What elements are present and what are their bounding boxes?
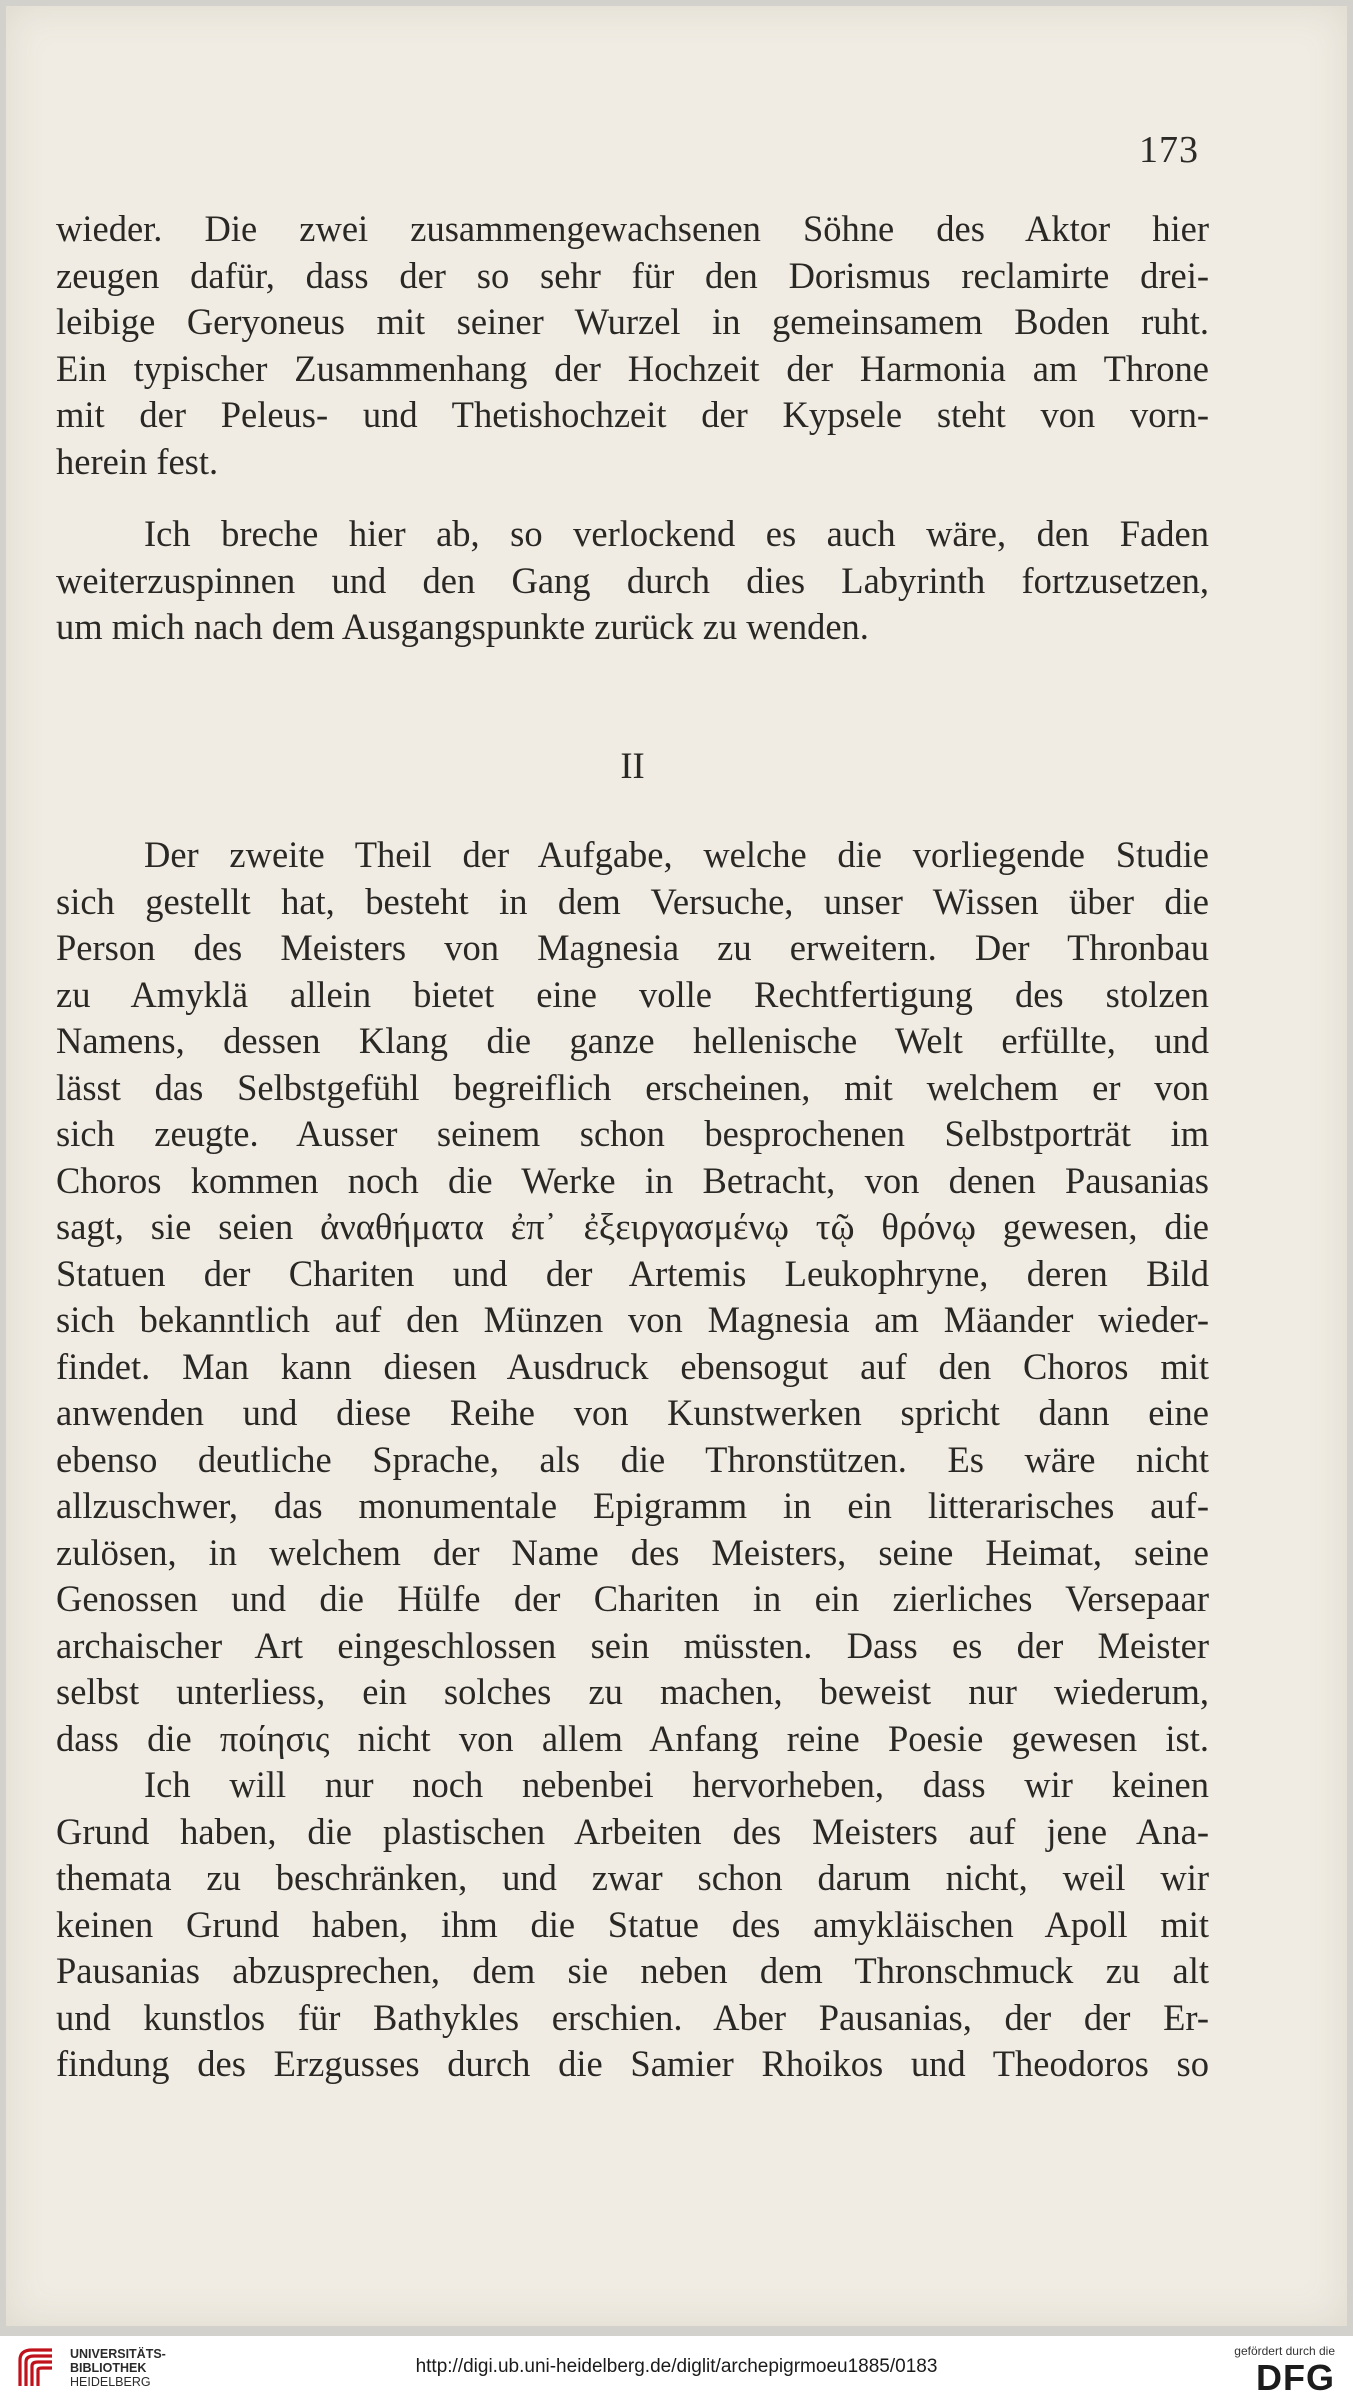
text-line: um mich nach dem Ausgangspunkte zurück zu wenden.: [56, 606, 869, 647]
page-number: 173: [1139, 129, 1199, 171]
text-line: Pausanias abzusprechen, dem sie neben dem Thronschmuck zu alt: [56, 1950, 1209, 1991]
text-line: zulösen, in welchem der Name des Meisters, seine Heimat, seine: [56, 1531, 1209, 1573]
text-line: themata zu beschränken, und zwar schon darum nicht, weil wir: [56, 1857, 1209, 1898]
text-line: zu Amyklä allein bietet eine volle Rechtfertigung des stolzen: [56, 973, 1209, 1015]
library-name-line: BIBLIOTHEK: [70, 2361, 147, 2375]
text-line: selbst unterliess, ein solches zu machen, beweist nur wiederum,: [56, 1671, 1209, 1712]
text-line: Ein typischer Zusammenhang der Hochzeit der Harmonia am Throne: [56, 347, 1209, 389]
text-line: Grund haben, die plastischen Arbeiten des Meisters auf jene Ana-: [56, 1810, 1209, 1852]
library-name-line: HEIDELBERG: [70, 2375, 151, 2389]
body-text: [56, 206, 1209, 2088]
text-line: leibige Geryoneus mit seiner Wurzel in gemeinsamem Boden ruht.: [56, 301, 1209, 342]
text-line: Namens, dessen Klang die ganze hellenische Welt erfüllte, und: [56, 1020, 1209, 1061]
text-line: und kunstlos für Bathykles erschien. Aber Pausanias, der der Er-: [56, 1996, 1209, 2038]
library-name-line: UNIVERSITÄTS-: [70, 2347, 166, 2361]
text-line: ebenso deutliche Sprache, als die Thronstützen. Es wäre nicht: [56, 1438, 1209, 1480]
text-line: sich bekanntlich auf den Münzen von Magnesia am Mäander wieder-: [56, 1299, 1209, 1340]
text-line: keinen Grund haben, ihm die Statue des amykläischen Apoll mit: [56, 1903, 1209, 1945]
permalink-url[interactable]: http://digi.ub.uni-heidelberg.de/diglit/archepigrmoeu1885/0183: [415, 2356, 938, 2377]
text-line: mit der Peleus- und Thetishochzeit der Kypsele steht von vorn-: [56, 394, 1209, 435]
text-line: Ich breche hier ab, so verlockend es auch wäre, den Faden: [144, 513, 1209, 554]
text-line: Statuen der Chariten und der Artemis Leukophryne, deren Bild: [56, 1252, 1209, 1294]
text-line: findung des Erzgusses durch die Samier Rhoikos und Theodoros so: [56, 2043, 1209, 2084]
text-line: Choros kommen noch die Werke in Betracht, von denen Pausanias: [56, 1159, 1209, 1201]
text-line: allzuschwer, das monumentale Epigramm in ein litterarisches auf-: [56, 1485, 1209, 1526]
text-line: findet. Man kann diesen Ausdruck ebensogut auf den Choros mit: [56, 1345, 1209, 1387]
text-line: sich zeugte. Ausser seinem schon besprochenen Selbstporträt im: [56, 1113, 1209, 1154]
text-line: Person des Meisters von Magnesia zu erweitern. Der Thronbau: [56, 927, 1209, 968]
dfg-logo[interactable]: DFG: [1256, 2357, 1335, 2398]
text-line: wieder. Die zwei zusammengewachsenen Söhne des Aktor hier: [56, 208, 1209, 249]
text-line: sagt, sie seien ἀναθήματα ἐπ᾽ ἐξειργασμένῳ τῷ θρόνῳ gewesen, die: [56, 1206, 1209, 1247]
funding-caption: gefördert durch die: [1234, 2344, 1335, 2358]
text-line: Genossen und die Hülfe der Chariten in ein zierliches Versepaar: [56, 1578, 1209, 1619]
paragraph-3: [56, 832, 1209, 1762]
text-line: weiterzuspinnen und den Gang durch dies Labyrinth fortzusetzen,: [56, 559, 1209, 601]
text-line: sich gestellt hat, besteht in dem Versuche, unser Wissen über die: [56, 880, 1209, 922]
book-page: [6, 6, 1347, 2326]
text-line: herein fest.: [56, 440, 219, 482]
text-line: Ich will nur noch nebenbei hervorheben, dass wir keinen: [144, 1764, 1209, 1805]
paragraph-1: [56, 206, 1209, 485]
text-line: Der zweite Theil der Aufgabe, welche die vorliegende Studie: [144, 834, 1209, 875]
text-line: archaischer Art eingeschlossen sein müssten. Dass es der Meister: [56, 1624, 1209, 1666]
paragraph-4: [56, 1762, 1209, 2088]
text-line: lässt das Selbstgefühl begreiflich erscheinen, mit welchem er von: [56, 1066, 1209, 1108]
footer-bar: [0, 2336, 1353, 2400]
paragraph-2: [56, 511, 1209, 651]
text-line: zeugen dafür, dass der so sehr für den Dorismus reclamirte drei-: [56, 254, 1209, 296]
text-line: dass die ποίησις nicht von allem Anfang reine Poesie gewesen ist.: [56, 1717, 1209, 1759]
section-numeral: II: [620, 744, 645, 786]
paragraph-gap: [56, 485, 1209, 511]
text-line: anwenden und diese Reihe von Kunstwerken spricht dann eine: [56, 1392, 1209, 1433]
